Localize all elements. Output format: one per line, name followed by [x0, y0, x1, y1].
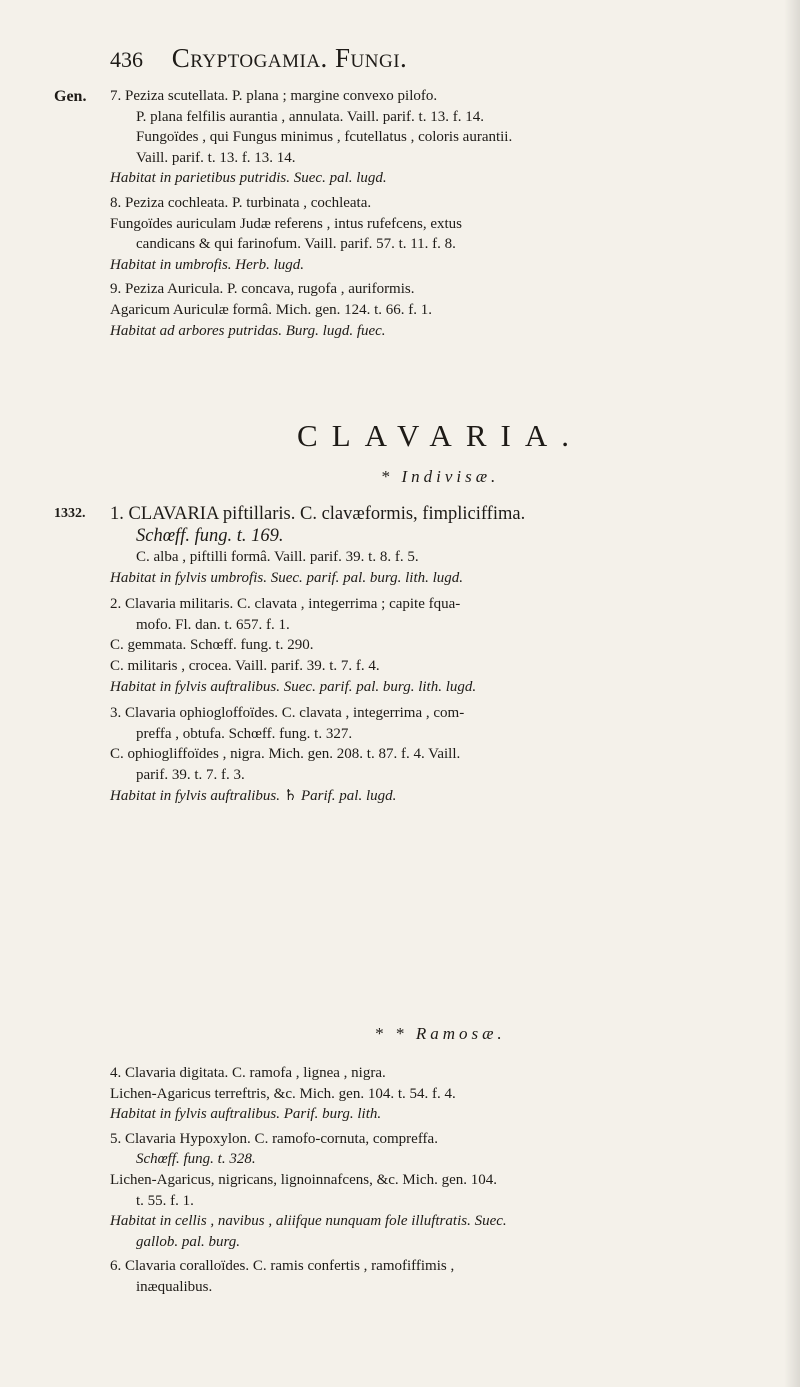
entry-peziza-8	[110, 193, 770, 275]
entry-clavaria-1	[110, 503, 770, 588]
entry-line: 8. Peziza cochleata. P. turbinata , cochleata.	[110, 194, 372, 211]
entry-line: C. gemmata. Schœff. fung. t. 290.	[110, 637, 314, 654]
entry-line: t. 55. f. 1.	[136, 1192, 194, 1209]
running-header	[110, 43, 770, 74]
habitat-line: Habitat in fylvis auftralibus. Parif. burg. lith.	[110, 1106, 382, 1123]
entry-line: C. alba , piftilli formâ. Vaill. parif. 39. t. 8. f. 5.	[136, 549, 419, 565]
entry-line: 1. CLAVARIA piftillaris. C. clavæformis, fimpliciffima.	[110, 504, 526, 524]
entry-line: 5. Clavaria Hypoxylon. C. ramofo-cornuta, compreffa.	[110, 1130, 438, 1147]
margin-note-number: 1332.	[54, 506, 86, 521]
entry-line: C. ophiogliffoïdes , nigra. Mich. gen. 208. t. 87. f. 4. Vaill.	[110, 746, 461, 763]
entry-line: 3. Clavaria ophiogloffoïdes. C. clavata , integerrima , com-	[110, 705, 465, 722]
clavaria-ramosae-entries	[110, 1063, 770, 1298]
habitat-line: Habitat in fylvis auftralibus. ♄ Parif. pal. lugd.	[110, 787, 397, 804]
entry-line: preffa , obtufa. Schœff. fung. t. 327.	[136, 725, 353, 742]
entry-line: 7. Peziza scutellata. P. plana ; margine convexo pilofo.	[110, 88, 438, 104]
entry-line: Fungoïdes auriculam Judæ referens , intus rufefcens, extus	[110, 215, 462, 232]
entry-line: mofo. Fl. dan. t. 657. f. 1.	[136, 616, 290, 633]
page-number: 436	[110, 47, 143, 72]
entry-line: P. plana felfilis aurantia , annulata. Vaill. parif. t. 13. f. 14.	[136, 108, 484, 125]
entry-line: candicans & qui farinofum. Vaill. parif. 57. t. 11. f. 8.	[136, 236, 456, 253]
entry-clavaria-3	[110, 703, 770, 806]
entry-line: 9. Peziza Auricula. P. concava, rugofa , auriformis.	[110, 281, 415, 298]
entry-line: 4. Clavaria digitata. C. ramofa , lignea , nigra.	[110, 1065, 386, 1081]
entry-line: Lichen-Agaricus, nigricans, lignoinnafcens, &c. Mich. gen. 104.	[110, 1171, 497, 1188]
running-title: Cryptogamia. Fungi.	[171, 43, 408, 73]
habitat-line: Habitat in fylvis umbrofis. Suec. parif. pal. burg. lith. lugd.	[110, 569, 464, 586]
entry-line: parif. 39. t. 7. f. 3.	[136, 766, 245, 783]
entry-clavaria-4	[110, 1063, 770, 1125]
entry-line: 6. Clavaria coralloïdes. C. ramis confertis , ramofiffimis ,	[110, 1258, 455, 1275]
entry-line: C. militaris , crocea. Vaill. parif. 39. t. 7. f. 4.	[110, 657, 380, 674]
entry-line: Vaill. parif. t. 13. f. 13. 14.	[136, 149, 296, 166]
entry-line: inæqualibus.	[136, 1278, 213, 1295]
subsection-ramosae: * * Ramosæ.	[374, 1024, 506, 1043]
habitat-line: Habitat in fylvis auftralibus. Suec. parif. pal. burg. lith. lugd.	[110, 678, 477, 695]
habitat-line: Habitat in umbrofis. Herb. lugd.	[110, 256, 305, 273]
habitat-line: Habitat in parietibus putridis. Suec. pal. lugd.	[110, 170, 387, 187]
peziza-entries	[110, 86, 770, 341]
habitat-line: gallob. pal. burg.	[136, 1233, 241, 1250]
entry-peziza-7	[110, 86, 770, 189]
entry-clavaria-6	[110, 1256, 770, 1297]
subsection-indivisae: * Indivisæ.	[380, 467, 500, 486]
entry-clavaria-2	[110, 594, 770, 697]
section-title-clavaria: CLAVARIA.	[297, 418, 583, 453]
clavaria-indivisae-entries	[110, 503, 770, 806]
entry-line: 2. Clavaria militaris. C. clavata , integerrima ; capite fqua-	[110, 596, 461, 613]
entry-line: Schœff. fung. t. 169.	[136, 526, 284, 546]
entry-line: Fungoïdes , qui Fungus minimus , fcutellatus , coloris aurantii.	[136, 129, 513, 146]
entry-line: Lichen-Agaricus terreftris, &c. Mich. gen. 104. t. 54. f. 4.	[110, 1085, 456, 1102]
habitat-line: Habitat in cellis , navibus , aliifque nunquam fole illuftratis. Suec.	[110, 1213, 507, 1230]
entry-peziza-9	[110, 279, 770, 341]
habitat-line: Habitat ad arbores putridas. Burg. lugd. fuec.	[110, 322, 386, 339]
entry-line: Schœff. fung. t. 328.	[136, 1151, 256, 1168]
entry-clavaria-5	[110, 1129, 770, 1253]
entry-line: Agaricum Auriculæ formâ. Mich. gen. 124. t. 66. f. 1.	[110, 301, 433, 318]
margin-note-gen: Gen.	[54, 88, 87, 105]
page-edge-shadow	[784, 0, 800, 1387]
